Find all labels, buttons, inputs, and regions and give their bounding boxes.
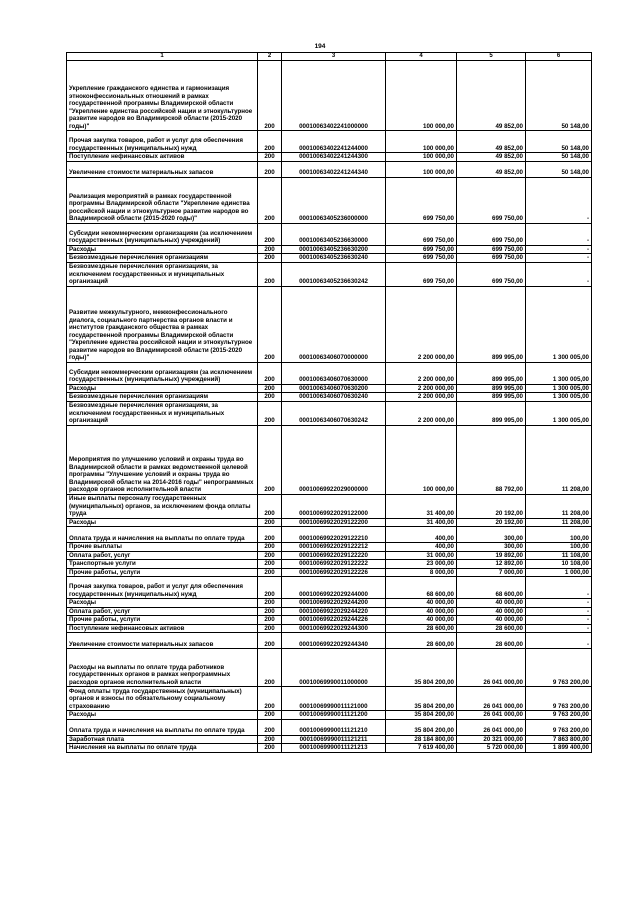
cell-budget-code: 00010063402241244300 [282, 153, 386, 162]
budget-table [66, 52, 592, 753]
cell-budget-code: 00010063402241244000 [282, 131, 386, 153]
cell-name: Укрепление гражданского единства и гармонизация этноконфессиональных отношений в рамках государственной программы Владимирской области "Укрепление единства российской нации и этнокультурное развитие народов во Владимирской области (2015-2020 годы)" [67, 61, 258, 131]
cell-budget-code: 00010063406070630200 [282, 384, 386, 393]
table-row [67, 599, 592, 608]
column-header-3: 3 [282, 53, 386, 61]
table-row [67, 527, 592, 543]
cell-name: Оплата труда и начисления на выплаты по оплате труда [67, 527, 258, 543]
cell-line-code: 200 [258, 286, 282, 362]
cell-name: Оплата работ, услуг [67, 607, 258, 616]
cell-name: Субсидии некоммерческим организациям (за исключением государственных (муниципальных) учреждений) [67, 223, 258, 245]
cell-executed: 699 750,00 [457, 245, 526, 254]
cell-budget-code: 00010063402241244340 [282, 161, 386, 177]
cell-remaining: - [526, 607, 592, 616]
cell-remaining: 1 300 005,00 [526, 401, 592, 425]
table-row [67, 543, 592, 552]
cell-remaining: - [526, 245, 592, 254]
cell-approved: 100 000,00 [386, 161, 457, 177]
cell-remaining: 11 208,00 [526, 518, 592, 527]
cell-executed: 88 792,00 [457, 425, 526, 494]
cell-executed: 26 041 000,00 [457, 687, 526, 711]
cell-remaining: 50 148,00 [526, 161, 592, 177]
cell-budget-code: 00010069922029122212 [282, 543, 386, 552]
cell-approved: 31 400,00 [386, 518, 457, 527]
cell-name: Субсидии некоммерческим организациям (за исключением государственных (муниципальных) учреждений) [67, 362, 258, 384]
cell-approved: 31 400,00 [386, 494, 457, 518]
cell-budget-code: 00010063405236630240 [282, 254, 386, 263]
cell-remaining: - [526, 599, 592, 608]
cell-budget-code: 00010063405236630000 [282, 223, 386, 245]
cell-budget-code: 00010069990011121000 [282, 687, 386, 711]
cell-remaining: - [526, 633, 592, 649]
cell-approved: 699 750,00 [386, 262, 457, 286]
cell-remaining: - [526, 577, 592, 599]
cell-remaining: - [526, 262, 592, 286]
cell-approved: 8 000,00 [386, 568, 457, 577]
table-row [67, 687, 592, 711]
cell-line-code: 200 [258, 61, 282, 131]
table-row [67, 393, 592, 402]
cell-approved: 28 600,00 [386, 633, 457, 649]
table-row [67, 286, 592, 362]
cell-executed: 5 720 000,00 [457, 744, 526, 753]
cell-name: Транспортные услуги [67, 560, 258, 569]
cell-approved: 2 200 000,00 [386, 393, 457, 402]
cell-remaining: 100,00 [526, 527, 592, 543]
cell-remaining: 9 763 200,00 [526, 649, 592, 687]
cell-approved: 699 750,00 [386, 254, 457, 263]
cell-line-code: 200 [258, 131, 282, 153]
cell-line-code: 200 [258, 577, 282, 599]
cell-line-code: 200 [258, 177, 282, 223]
cell-name: Поступление нефинансовых активов [67, 624, 258, 633]
cell-executed: 699 750,00 [457, 262, 526, 286]
table-row [67, 425, 592, 494]
cell-name: Оплата труда и начисления на выплаты по оплате труда [67, 719, 258, 735]
cell-line-code: 200 [258, 543, 282, 552]
cell-executed: 19 892,00 [457, 551, 526, 560]
cell-executed: 40 000,00 [457, 607, 526, 616]
cell-executed: 68 600,00 [457, 577, 526, 599]
cell-line-code: 200 [258, 719, 282, 735]
cell-executed: 7 000,00 [457, 568, 526, 577]
cell-approved: 40 000,00 [386, 616, 457, 625]
cell-budget-code: 00010063406070000000 [282, 286, 386, 362]
cell-executed: 49 852,00 [457, 153, 526, 162]
cell-line-code: 200 [258, 384, 282, 393]
cell-budget-code: 00010063405236630242 [282, 262, 386, 286]
cell-budget-code: 00010069990011121210 [282, 719, 386, 735]
cell-approved: 35 804 200,00 [386, 649, 457, 687]
table-row [67, 362, 592, 384]
cell-name: Прочие работы, услуги [67, 616, 258, 625]
cell-remaining: 7 863 800,00 [526, 735, 592, 744]
table-row [67, 560, 592, 569]
page-number: 194 [314, 43, 326, 50]
cell-executed: 20 192,00 [457, 518, 526, 527]
cell-name: Увеличение стоимости материальных запасов [67, 161, 258, 177]
cell-budget-code: 00010063406070630240 [282, 393, 386, 402]
cell-remaining: 50 148,00 [526, 153, 592, 162]
cell-executed: 28 600,00 [457, 624, 526, 633]
table-row [67, 711, 592, 720]
cell-name: Реализация мероприятий в рамках государственной программы Владимирской области "Укрепление единства российской нации и этнокультурное развитие народов во Владимирской области (2015-2020 годы)" [67, 177, 258, 223]
cell-line-code: 200 [258, 393, 282, 402]
table-row [67, 61, 592, 131]
cell-executed: 20 321 000,00 [457, 735, 526, 744]
table-row [67, 744, 592, 753]
table-row [67, 223, 592, 245]
cell-name: Заработная плата [67, 735, 258, 744]
cell-remaining: - [526, 177, 592, 223]
cell-line-code: 200 [258, 161, 282, 177]
cell-remaining: 11 108,00 [526, 551, 592, 560]
cell-approved: 7 619 400,00 [386, 744, 457, 753]
cell-line-code: 200 [258, 744, 282, 753]
table-row [67, 153, 592, 162]
cell-line-code: 200 [258, 518, 282, 527]
cell-name: Прочая закупка товаров, работ и услуг для обеспечения государственных (муниципальных) нужд [67, 131, 258, 153]
cell-budget-code: 00010069922029244200 [282, 599, 386, 608]
cell-approved: 2 200 000,00 [386, 401, 457, 425]
table-row [67, 177, 592, 223]
cell-budget-code: 00010063405236000000 [282, 177, 386, 223]
cell-budget-code: 00010069922029244000 [282, 577, 386, 599]
cell-line-code: 200 [258, 494, 282, 518]
cell-remaining: 1 000,00 [526, 568, 592, 577]
table-header-row [67, 53, 592, 61]
cell-budget-code: 00010063406070630242 [282, 401, 386, 425]
cell-line-code: 200 [258, 687, 282, 711]
table-row [67, 551, 592, 560]
cell-line-code: 200 [258, 245, 282, 254]
cell-approved: 35 804 200,00 [386, 711, 457, 720]
cell-line-code: 200 [258, 527, 282, 543]
cell-executed: 899 995,00 [457, 384, 526, 393]
cell-budget-code: 00010069922029122222 [282, 560, 386, 569]
cell-executed: 899 995,00 [457, 362, 526, 384]
cell-name: Расходы [67, 384, 258, 393]
table-row [67, 719, 592, 735]
cell-name: Увеличение стоимости материальных запасов [67, 633, 258, 649]
cell-executed: 300,00 [457, 543, 526, 552]
cell-budget-code: 00010069990011000000 [282, 649, 386, 687]
table-row [67, 607, 592, 616]
cell-executed: 26 041 000,00 [457, 719, 526, 735]
cell-executed: 20 192,00 [457, 494, 526, 518]
cell-line-code: 200 [258, 711, 282, 720]
cell-executed: 899 995,00 [457, 286, 526, 362]
cell-name: Начисления на выплаты по оплате труда [67, 744, 258, 753]
cell-line-code: 200 [258, 599, 282, 608]
cell-line-code: 200 [258, 616, 282, 625]
cell-remaining: - [526, 254, 592, 263]
table-row [67, 262, 592, 286]
cell-executed: 40 000,00 [457, 599, 526, 608]
cell-line-code: 200 [258, 401, 282, 425]
table-row [67, 245, 592, 254]
cell-approved: 100 000,00 [386, 131, 457, 153]
cell-budget-code: 00010069922029244226 [282, 616, 386, 625]
cell-line-code: 200 [258, 607, 282, 616]
cell-name: Мероприятия по улучшению условий и охраны труда во Владимирской области в рамках ведомственной целевой программы "Улучшение условий и охраны труда во Владимирской области на 2014-2016 годы" непрограммных расходов органов исполнительной власти [67, 425, 258, 494]
cell-line-code: 200 [258, 362, 282, 384]
cell-name: Прочие работы, услуги [67, 568, 258, 577]
cell-name: Прочая закупка товаров, работ и услуг для обеспечения государственных (муниципальных) нужд [67, 577, 258, 599]
cell-remaining: 1 300 005,00 [526, 286, 592, 362]
cell-approved: 400,00 [386, 527, 457, 543]
cell-approved: 28 184 800,00 [386, 735, 457, 744]
cell-line-code: 200 [258, 153, 282, 162]
cell-approved: 68 600,00 [386, 577, 457, 599]
cell-budget-code: 00010069922029122200 [282, 518, 386, 527]
cell-remaining: 11 208,00 [526, 425, 592, 494]
cell-budget-code: 00010069922029244300 [282, 624, 386, 633]
cell-name: Расходы [67, 711, 258, 720]
column-header-4: 4 [386, 53, 457, 61]
cell-approved: 2 200 000,00 [386, 362, 457, 384]
cell-remaining: 11 208,00 [526, 494, 592, 518]
cell-executed: 899 995,00 [457, 401, 526, 425]
cell-line-code: 200 [258, 560, 282, 569]
cell-budget-code: 00010069922029244340 [282, 633, 386, 649]
cell-remaining: 50 148,00 [526, 131, 592, 153]
cell-name: Расходы [67, 518, 258, 527]
cell-line-code: 200 [258, 624, 282, 633]
cell-budget-code: 00010069922029122000 [282, 494, 386, 518]
table-row [67, 401, 592, 425]
cell-approved: 699 750,00 [386, 245, 457, 254]
cell-executed: 699 750,00 [457, 177, 526, 223]
cell-remaining: 9 763 200,00 [526, 719, 592, 735]
cell-name: Расходы на выплаты по оплате труда работников государственных органов в рамках непрограммных расходов органов исполнительной власти [67, 649, 258, 687]
cell-approved: 100 000,00 [386, 425, 457, 494]
column-header-2: 2 [258, 53, 282, 61]
cell-remaining: 1 300 005,00 [526, 362, 592, 384]
cell-line-code: 200 [258, 735, 282, 744]
cell-remaining: 9 763 200,00 [526, 711, 592, 720]
cell-name: Расходы [67, 245, 258, 254]
cell-name: Развитие межкультурного, межконфессионального диалога, социального партнерства органов власти и институтов гражданского общества в рамках государственной программы Владимирской области "Укрепление единства российской нации и этнокультурное развитие народов во Владимирской области (2015-2020 годы)" [67, 286, 258, 362]
cell-line-code: 200 [258, 425, 282, 494]
cell-line-code: 200 [258, 649, 282, 687]
cell-name: Безвозмездные перечисления организациям [67, 254, 258, 263]
cell-approved: 100 000,00 [386, 153, 457, 162]
column-header-1: 1 [67, 53, 258, 61]
table-row [67, 254, 592, 263]
cell-executed: 26 041 000,00 [457, 711, 526, 720]
cell-approved: 2 200 000,00 [386, 384, 457, 393]
cell-budget-code: 00010063402241000000 [282, 61, 386, 131]
cell-executed: 26 041 000,00 [457, 649, 526, 687]
cell-budget-code: 00010069990011121211 [282, 735, 386, 744]
cell-name: Безвозмездные перечисления организациям [67, 393, 258, 402]
cell-remaining: - [526, 223, 592, 245]
cell-budget-code: 00010063405236630200 [282, 245, 386, 254]
cell-remaining: 50 148,00 [526, 61, 592, 131]
cell-approved: 2 200 000,00 [386, 286, 457, 362]
cell-executed: 49 852,00 [457, 131, 526, 153]
cell-line-code: 200 [258, 551, 282, 560]
cell-line-code: 200 [258, 223, 282, 245]
cell-budget-code: 00010069922029122220 [282, 551, 386, 560]
table-row [67, 494, 592, 518]
table-row [67, 649, 592, 687]
cell-executed: 300,00 [457, 527, 526, 543]
cell-executed: 12 892,00 [457, 560, 526, 569]
cell-executed: 49 852,00 [457, 61, 526, 131]
cell-approved: 40 000,00 [386, 607, 457, 616]
cell-remaining: 100,00 [526, 543, 592, 552]
cell-approved: 23 000,00 [386, 560, 457, 569]
cell-remaining: 1 300 005,00 [526, 393, 592, 402]
cell-remaining: 10 108,00 [526, 560, 592, 569]
column-header-5: 5 [457, 53, 526, 61]
table-row [67, 131, 592, 153]
cell-executed: 699 750,00 [457, 223, 526, 245]
cell-remaining: 9 763 200,00 [526, 687, 592, 711]
cell-approved: 400,00 [386, 543, 457, 552]
cell-name: Безвозмездные перечисления организациям, за исключением государственных и муниципальных организаций [67, 262, 258, 286]
cell-remaining: - [526, 624, 592, 633]
table-body [67, 61, 592, 753]
cell-line-code: 200 [258, 633, 282, 649]
cell-remaining: - [526, 616, 592, 625]
cell-approved: 40 000,00 [386, 599, 457, 608]
cell-line-code: 200 [258, 254, 282, 263]
cell-name: Безвозмездные перечисления организациям, за исключением государственных и муниципальных организаций [67, 401, 258, 425]
cell-budget-code: 00010063406070630000 [282, 362, 386, 384]
table-row [67, 624, 592, 633]
cell-budget-code: 00010069922029122226 [282, 568, 386, 577]
cell-budget-code: 00010069922029244220 [282, 607, 386, 616]
table-row [67, 735, 592, 744]
table-row [67, 384, 592, 393]
cell-approved: 35 804 200,00 [386, 687, 457, 711]
table-row [67, 518, 592, 527]
table-row [67, 633, 592, 649]
cell-executed: 49 852,00 [457, 161, 526, 177]
cell-line-code: 200 [258, 568, 282, 577]
table-row [67, 161, 592, 177]
table-row [67, 568, 592, 577]
cell-approved: 699 750,00 [386, 223, 457, 245]
cell-name: Расходы [67, 599, 258, 608]
cell-approved: 31 000,00 [386, 551, 457, 560]
cell-line-code: 200 [258, 262, 282, 286]
table-row [67, 616, 592, 625]
cell-name: Иные выплаты персоналу государственных (муниципальных) органов, за исключением фонда оплаты труда [67, 494, 258, 518]
cell-approved: 35 804 200,00 [386, 719, 457, 735]
cell-budget-code: 00010069990011121200 [282, 711, 386, 720]
cell-executed: 28 600,00 [457, 633, 526, 649]
cell-approved: 699 750,00 [386, 177, 457, 223]
cell-name: Поступление нефинансовых активов [67, 153, 258, 162]
cell-executed: 899 995,00 [457, 393, 526, 402]
cell-budget-code: 00010069922029000000 [282, 425, 386, 494]
cell-budget-code: 00010069990011121213 [282, 744, 386, 753]
cell-approved: 100 000,00 [386, 61, 457, 131]
table-row [67, 577, 592, 599]
cell-name: Оплата работ, услуг [67, 551, 258, 560]
cell-budget-code: 00010069922029122210 [282, 527, 386, 543]
cell-remaining: 1 300 005,00 [526, 384, 592, 393]
cell-executed: 40 000,00 [457, 616, 526, 625]
column-header-6: 6 [526, 53, 592, 61]
cell-remaining: 1 899 400,00 [526, 744, 592, 753]
cell-name: Прочие выплаты [67, 543, 258, 552]
cell-executed: 699 750,00 [457, 254, 526, 263]
cell-approved: 28 600,00 [386, 624, 457, 633]
cell-name: Фонд оплаты труда государственных (муниципальных) органов и взносы по обязательному социальному страхованию [67, 687, 258, 711]
